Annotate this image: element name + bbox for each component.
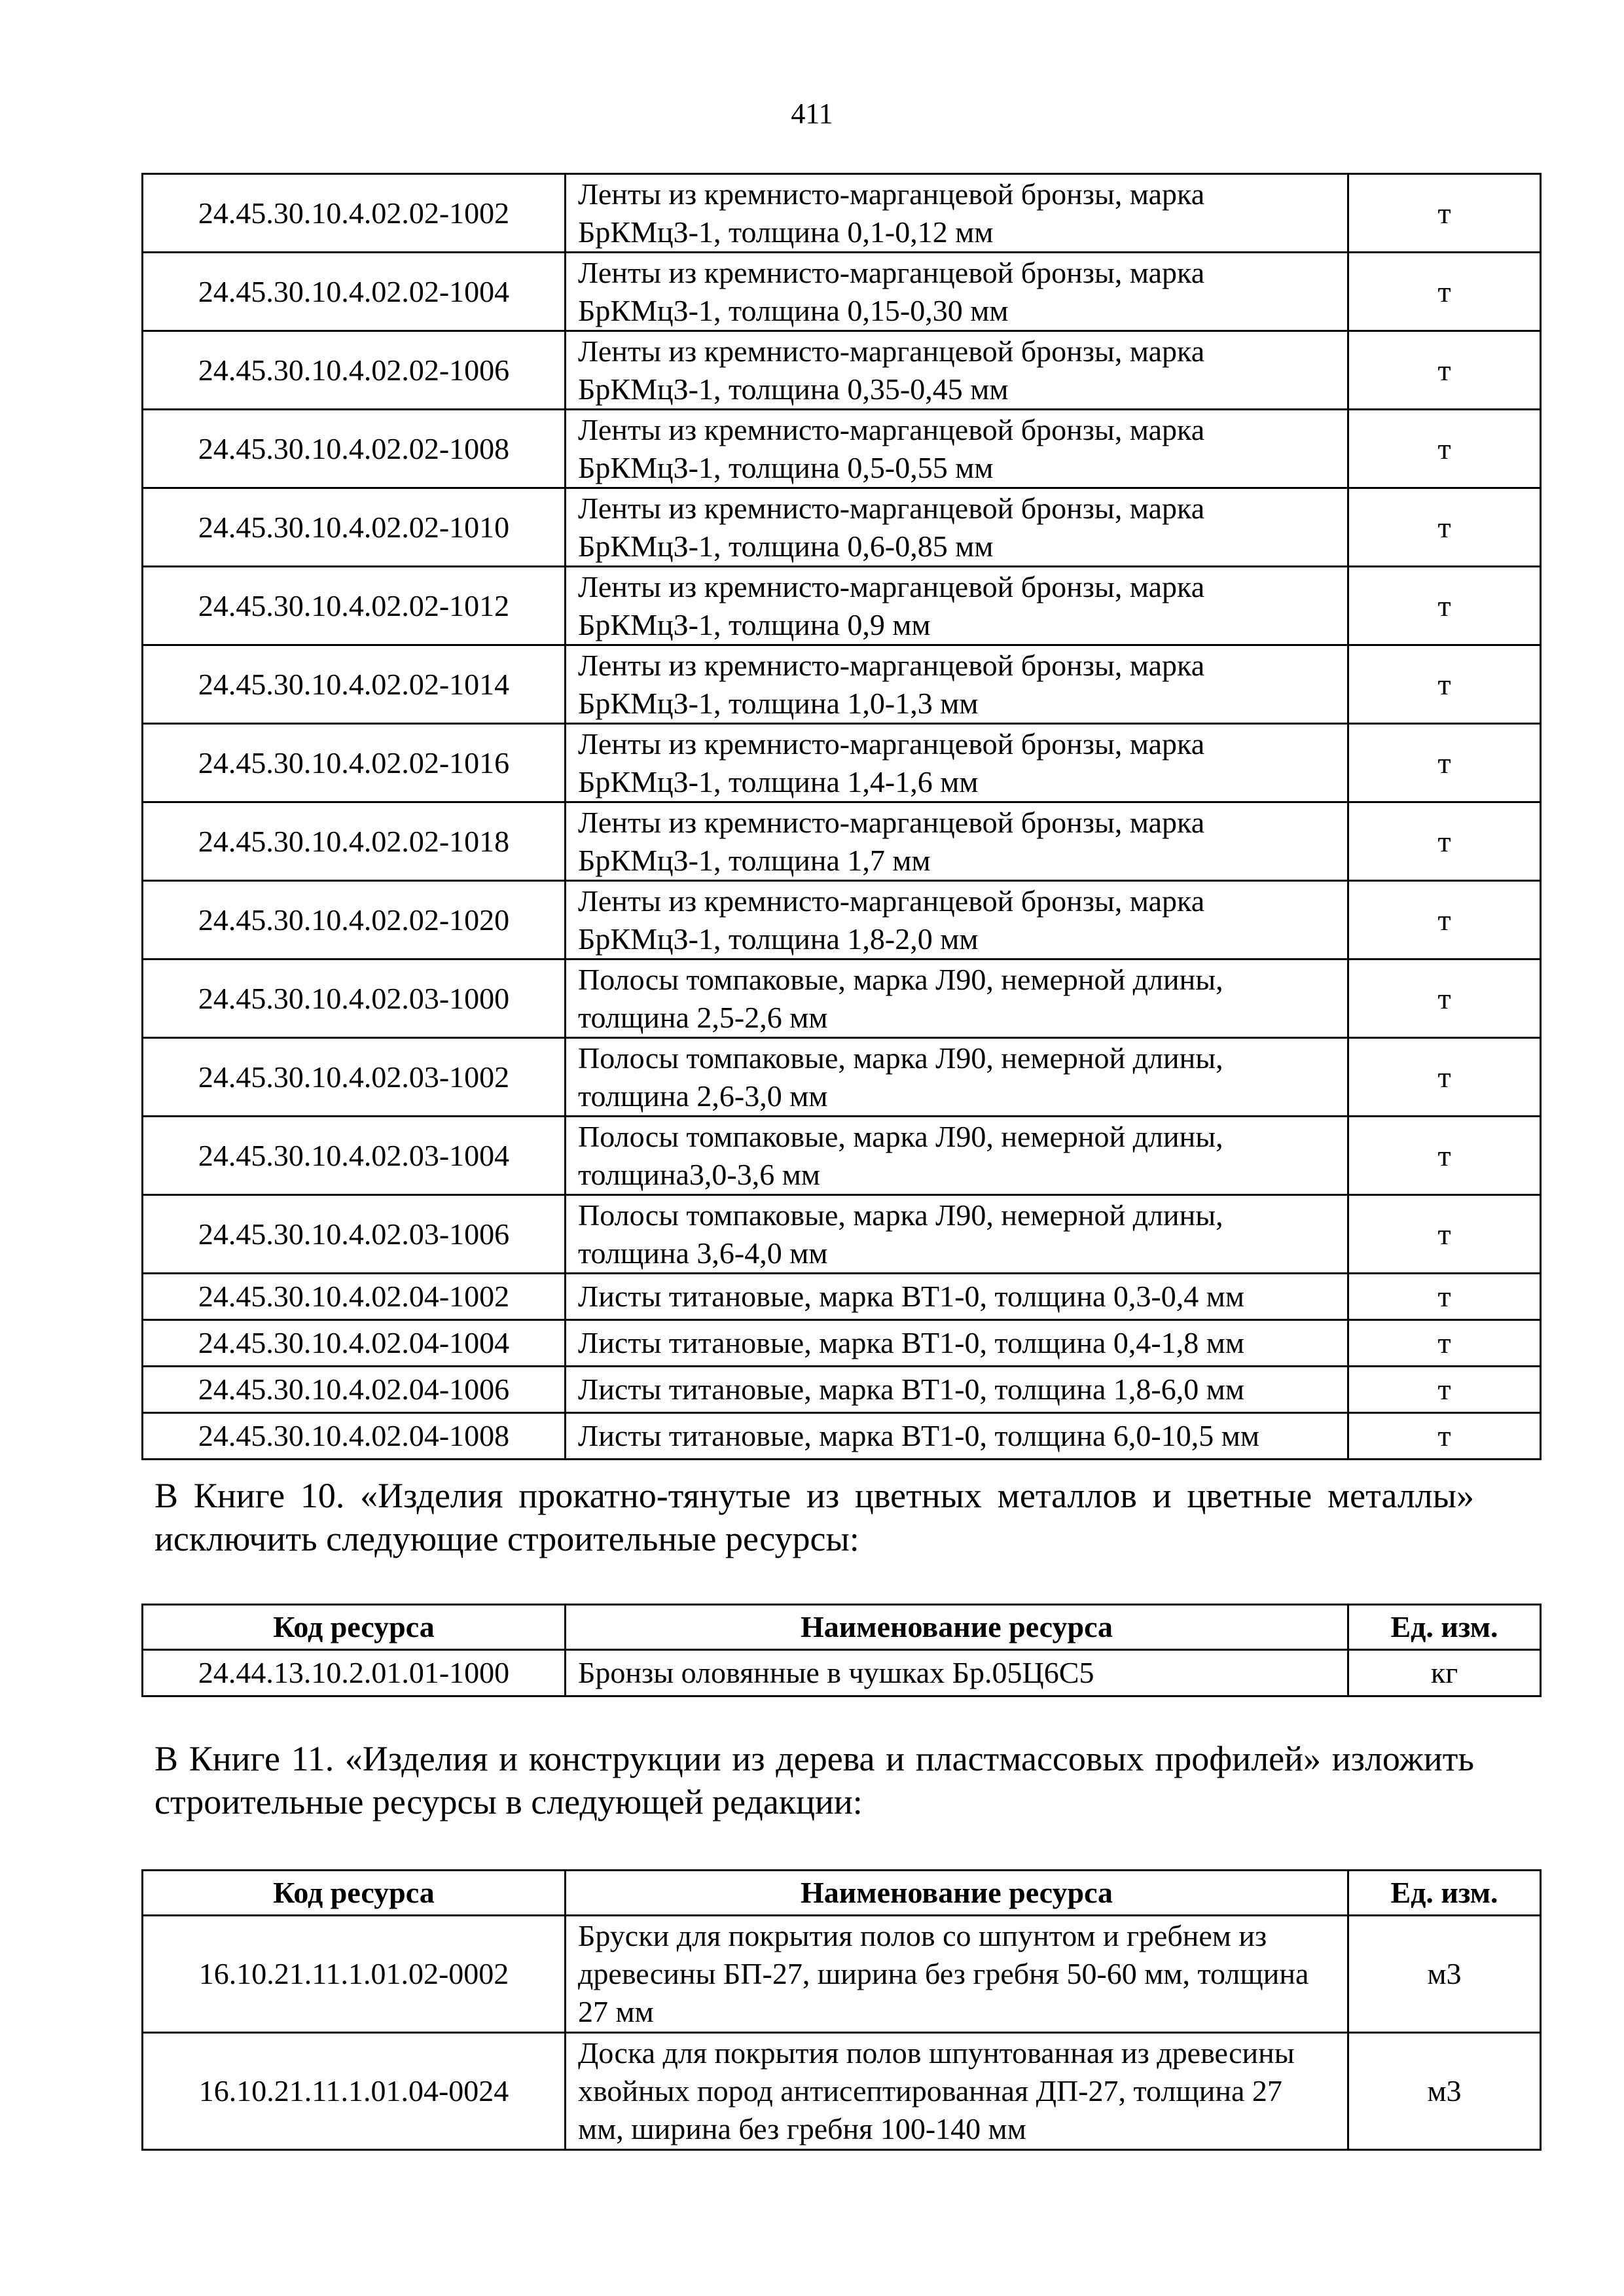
table-row	[143, 1650, 1541, 1696]
code-cell: 24.45.30.10.4.02.02-1008	[143, 410, 566, 488]
code-cell: 24.45.30.10.4.02.04-1008	[143, 1413, 566, 1460]
table-header-row	[143, 1605, 1541, 1650]
unit-cell: т	[1348, 1367, 1541, 1413]
table-row	[143, 1038, 1541, 1117]
header-name: Наименование ресурса	[566, 1871, 1348, 1916]
unit-cell: м3	[1348, 1916, 1541, 2033]
unit-cell: т	[1348, 1320, 1541, 1367]
name-cell: Листы титановые, марка ВТ1-0, толщина 1,8-6,0 мм	[566, 1367, 1348, 1413]
name-cell: Листы титановые, марка ВТ1-0, толщина 0,4-1,8 мм	[566, 1320, 1348, 1367]
table-row	[143, 1274, 1541, 1320]
table-row	[143, 1413, 1541, 1460]
resource-table-main	[141, 173, 1542, 1460]
unit-cell: т	[1348, 1413, 1541, 1460]
table-row	[143, 1117, 1541, 1195]
name-cell: Ленты из кремнисто-марганцевой бронзы, марка БрКМцЗ-1, толщина 1,8-2,0 мм	[566, 881, 1348, 960]
code-cell: 24.45.30.10.4.02.02-1010	[143, 488, 566, 567]
name-cell: Листы титановые, марка ВТ1-0, толщина 6,0-10,5 мм	[566, 1413, 1348, 1460]
code-cell: 24.45.30.10.4.02.03-1002	[143, 1038, 566, 1117]
unit-cell: т	[1348, 881, 1541, 960]
table-row	[143, 645, 1541, 724]
code-cell: 24.45.30.10.4.02.02-1006	[143, 331, 566, 410]
name-cell: Ленты из кремнисто-марганцевой бронзы, марка БрКМцЗ-1, толщина 0,35-0,45 мм	[566, 331, 1348, 410]
resource-table-book11	[141, 1869, 1542, 2151]
code-cell: 24.45.30.10.4.02.04-1004	[143, 1320, 566, 1367]
unit-cell: т	[1348, 724, 1541, 802]
unit-cell: т	[1348, 1038, 1541, 1117]
name-cell: Ленты из кремнисто-марганцевой бронзы, марка БрКМцЗ-1, толщина 0,9 мм	[566, 567, 1348, 645]
header-unit: Ед. изм.	[1348, 1871, 1541, 1916]
code-cell: 24.45.30.10.4.02.02-1012	[143, 567, 566, 645]
unit-cell: т	[1348, 488, 1541, 567]
name-cell: Ленты из кремнисто-марганцевой бронзы, марка БрКМцЗ-1, толщина 0,15-0,30 мм	[566, 253, 1348, 331]
code-cell: 24.45.30.10.4.02.02-1004	[143, 253, 566, 331]
code-cell: 24.45.30.10.4.02.04-1002	[143, 1274, 566, 1320]
table-row	[143, 253, 1541, 331]
name-cell: Ленты из кремнисто-марганцевой бронзы, марка БрКМцЗ-1, толщина 0,5-0,55 мм	[566, 410, 1348, 488]
code-cell: 24.45.30.10.4.02.02-1014	[143, 645, 566, 724]
table-row	[143, 802, 1541, 881]
table-row	[143, 488, 1541, 567]
unit-cell: м3	[1348, 2033, 1541, 2150]
unit-cell: т	[1348, 174, 1541, 253]
book10-paragraph: В Книге 10. «Изделия прокатно-тянутые из цветных металлов и цветные металлы» исключить следующие строительные ресурсы:	[154, 1476, 1474, 1558]
code-cell: 24.45.30.10.4.02.02-1018	[143, 802, 566, 881]
table-row	[143, 1195, 1541, 1274]
name-cell: Бронзы оловянные в чушках Бр.05Ц6С5	[566, 1650, 1348, 1696]
unit-cell: т	[1348, 645, 1541, 724]
table-row	[143, 1916, 1541, 2033]
header-code: Код ресурса	[143, 1605, 566, 1650]
table-header-row	[143, 1871, 1541, 1916]
name-cell: Доска для покрытия полов шпунтованная из древесины хвойных пород антисептированная ДП-27, толщина 27 мм, ширина без гребня 100-140 мм	[566, 2033, 1348, 2150]
table-row	[143, 410, 1541, 488]
unit-cell: т	[1348, 1274, 1541, 1320]
name-cell: Ленты из кремнисто-марганцевой бронзы, марка БрКМцЗ-1, толщина 0,1-0,12 мм	[566, 174, 1348, 253]
name-cell: Бруски для покрытия полов со шпунтом и гребнем из древесины БП-27, ширина без гребня 50-60 мм, толщина 27 мм	[566, 1916, 1348, 2033]
header-code: Код ресурса	[143, 1871, 566, 1916]
header-unit: Ед. изм.	[1348, 1605, 1541, 1650]
table-row	[143, 331, 1541, 410]
code-cell: 24.45.30.10.4.02.03-1000	[143, 960, 566, 1038]
code-cell: 24.45.30.10.4.02.02-1020	[143, 881, 566, 960]
unit-cell: т	[1348, 1117, 1541, 1195]
name-cell: Полосы томпаковые, марка Л90, немерной длины, толщина 3,6-4,0 мм	[566, 1195, 1348, 1274]
page-number: 411	[791, 98, 833, 130]
table-row	[143, 881, 1541, 960]
unit-cell: кг	[1348, 1650, 1541, 1696]
table-row	[143, 567, 1541, 645]
table-row	[143, 174, 1541, 253]
table-row	[143, 1320, 1541, 1367]
unit-cell: т	[1348, 1195, 1541, 1274]
table-row	[143, 724, 1541, 802]
name-cell: Полосы томпаковые, марка Л90, немерной длины, толщина3,0-3,6 мм	[566, 1117, 1348, 1195]
code-cell: 24.45.30.10.4.02.04-1006	[143, 1367, 566, 1413]
code-cell: 24.44.13.10.2.01.01-1000	[143, 1650, 566, 1696]
code-cell: 24.45.30.10.4.02.02-1016	[143, 724, 566, 802]
name-cell: Ленты из кремнисто-марганцевой бронзы, марка БрКМцЗ-1, толщина 1,4-1,6 мм	[566, 724, 1348, 802]
book11-paragraph: В Книге 11. «Изделия и конструкции из дерева и пластмассовых профилей» изложить строительные ресурсы в следующей редакции:	[154, 1739, 1474, 1821]
unit-cell: т	[1348, 802, 1541, 881]
code-cell: 24.45.30.10.4.02.03-1006	[143, 1195, 566, 1274]
name-cell: Листы титановые, марка ВТ1-0, толщина 0,3-0,4 мм	[566, 1274, 1348, 1320]
unit-cell: т	[1348, 960, 1541, 1038]
table-row	[143, 1367, 1541, 1413]
table-row	[143, 2033, 1541, 2150]
code-cell: 24.45.30.10.4.02.02-1002	[143, 174, 566, 253]
code-cell: 24.45.30.10.4.02.03-1004	[143, 1117, 566, 1195]
name-cell: Полосы томпаковые, марка Л90, немерной длины, толщина 2,5-2,6 мм	[566, 960, 1348, 1038]
name-cell: Ленты из кремнисто-марганцевой бронзы, марка БрКМцЗ-1, толщина 0,6-0,85 мм	[566, 488, 1348, 567]
code-cell: 16.10.21.11.1.01.02-0002	[143, 1916, 566, 2033]
name-cell: Ленты из кремнисто-марганцевой бронзы, марка БрКМцЗ-1, толщина 1,7 мм	[566, 802, 1348, 881]
unit-cell: т	[1348, 410, 1541, 488]
code-cell: 16.10.21.11.1.01.04-0024	[143, 2033, 566, 2150]
name-cell: Полосы томпаковые, марка Л90, немерной длины, толщина 2,6-3,0 мм	[566, 1038, 1348, 1117]
name-cell: Ленты из кремнисто-марганцевой бронзы, марка БрКМцЗ-1, толщина 1,0-1,3 мм	[566, 645, 1348, 724]
table-row	[143, 960, 1541, 1038]
unit-cell: т	[1348, 331, 1541, 410]
resource-table-excluded	[141, 1604, 1542, 1697]
unit-cell: т	[1348, 253, 1541, 331]
header-name: Наименование ресурса	[566, 1605, 1348, 1650]
unit-cell: т	[1348, 567, 1541, 645]
